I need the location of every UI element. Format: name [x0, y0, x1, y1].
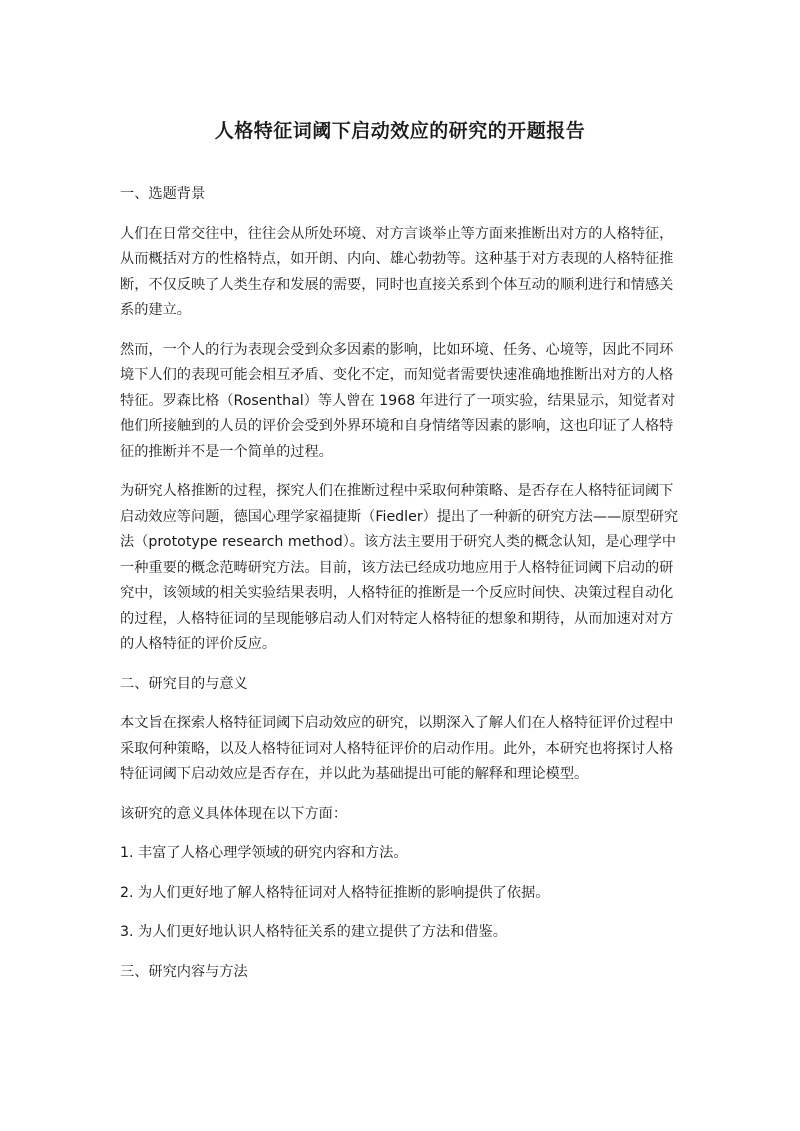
section-heading-purpose: 二、研究目的与意义: [120, 675, 248, 692]
document-title: 人格特征词阈下启动效应的研究的开题报告: [214, 120, 586, 142]
section-heading-background: 一、选题背景: [120, 186, 206, 202]
paragraph: 人们在日常交往中，往往会从所处环境、对方言谈举止等方面来推断出对方的人格特征，从而概括对方的性格特点，如开朗、内向、雄心勃勃等。这种基于对方表现的人格特征推断，不仅反映了人类生存和发展的需要，同时也直接关系到个体互动的顺利进行和情感关系的建立。: [120, 225, 674, 318]
section-heading-content-method: 三、研究内容与方法: [120, 963, 248, 980]
list-item: 3. 为人们更好地认识人格特征关系的建立提供了方法和借鉴。: [120, 924, 507, 940]
list-item: 2. 为人们更好地了解人格特征词对人格特征推断的影响提供了依据。: [120, 884, 550, 901]
paragraph: 该研究的意义具体体现在以下方面：: [120, 805, 348, 822]
paragraph: 本文旨在探索人格特征词阈下启动效应的研究，以期深入了解人们在人格特征评价过程中采取何种策略，以及人格特征词对人格特征评价的启动作用。此外，本研究也将探讨人格特征词阈下启动效应是否存在，并以此为基础提出可能的解释和理论模型。: [120, 715, 674, 782]
list-item: 1. 丰富了人格心理学领域的研究内容和方法。: [120, 845, 408, 861]
document-body: [120, 182, 680, 999]
paragraph: 然而，一个人的行为表现会受到众多因素的影响，比如环境、任务、心境等，因此不同环境下人们的表现可能会相互矛盾、变化不定，而知觉者需要快速准确地推断出对方的人格特征。罗森比格（Rosenthal）等人曾在 1968 年进行了一项实验，结果显示，知觉者对他们所接触到的人员的评价会受到外界环境和自身情绪等因素的影响，这也印证了人格特征的推断并不是一个简单的过程。: [120, 341, 676, 460]
paragraph: 为研究人格推断的过程，探究人们在推断过程中采取何种策略、是否存在人格特征词阈下启动效应等问题，德国心理学家福捷斯（Fiedler）提出了一种新的研究方法——原型研究法（prototype research method）。该方法主要用于研究人类的概念认知，是心理学中一种重要的概念范畴研究方法。目前，该方法已经成功地应用于人格特征词阈下启动的研究中，该领域的相关实验结果表明，人格特征的推断是一个反应时间快、决策过程自动化的过程，人格特征词的呈现能够启动人们对特定人格特征的想象和期待，从而加速对对方的人格特征的评价反应。: [120, 483, 679, 652]
